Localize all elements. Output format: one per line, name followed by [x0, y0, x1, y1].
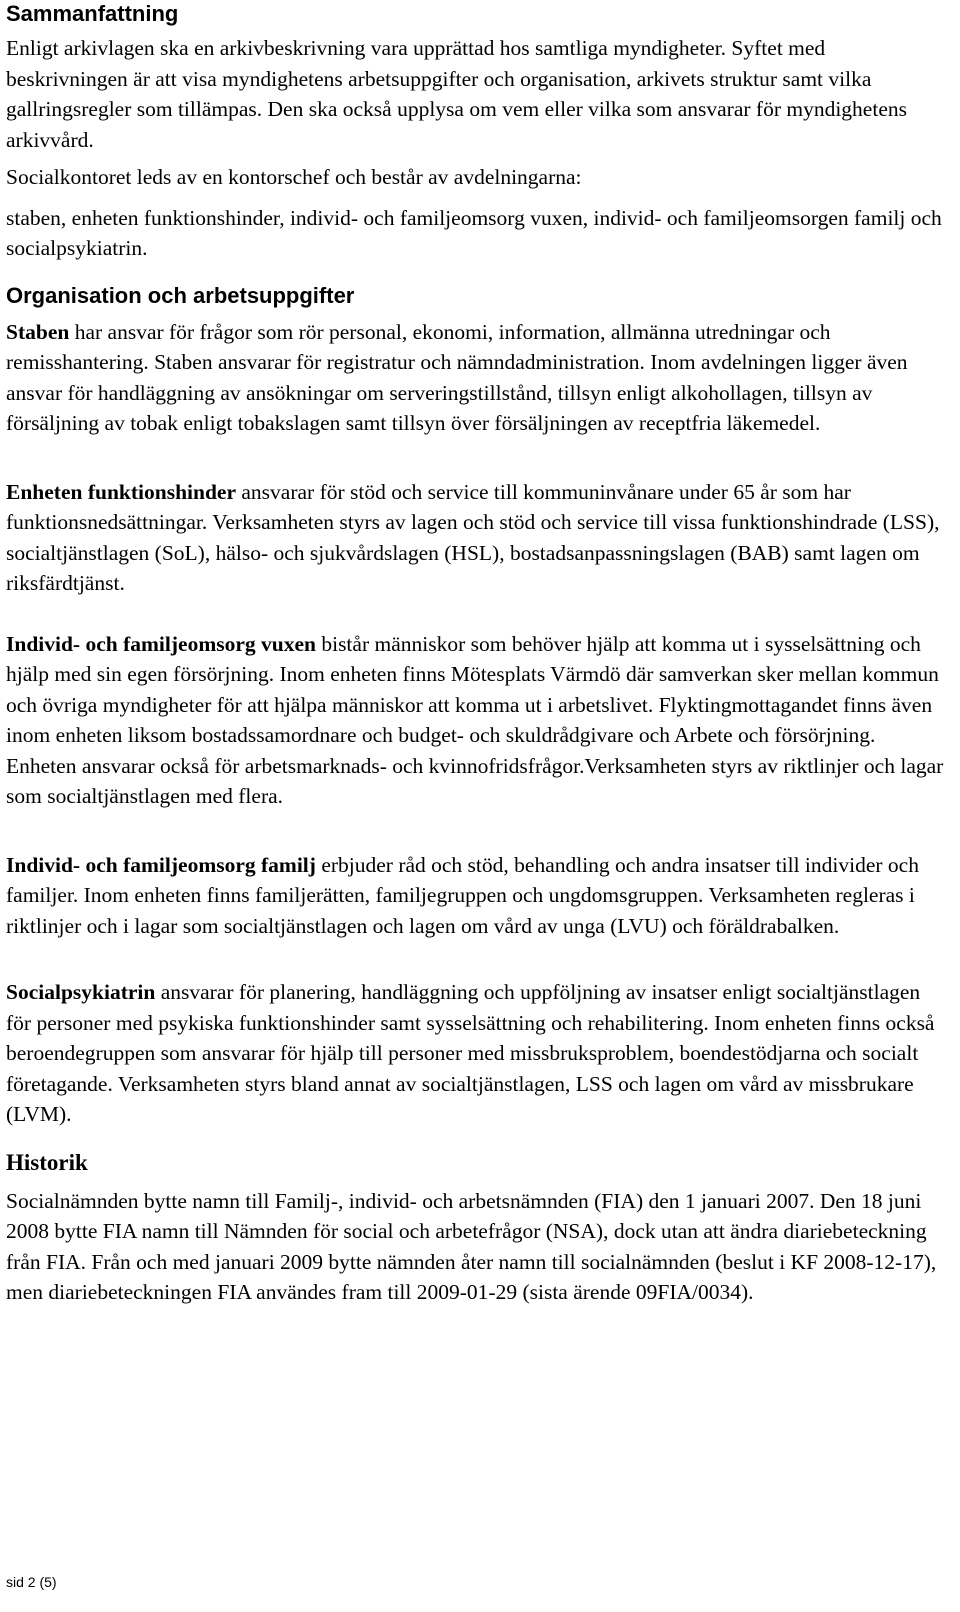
historik-paragraph: Socialnämnden bytte namn till Familj-, individ- och arbetsnämnden (FIA) den 1 januari 2007. Den 18 juni 2008 bytte FIA namn till Nämnden för social och arbetefrågor (NSA), dock utan att ändra diariebeteckning från FIA. Från och med januari 2009 bytte nämnden åter namn till socialnämnden (beslut i KF 2008-12-17), men diariebeteckningen FIA användes fram till 2009-01-29 (sista ärende 09FIA/0034). — [6, 1188, 937, 1304]
staben-paragraph — [6, 317, 946, 439]
ifo-familj-paragraph — [6, 850, 946, 942]
heading-historik: Historik — [6, 1149, 88, 1175]
summary-departments-list: staben, enheten funktionshinder, individ- och familjeomsorg vuxen, individ- och familjeomsorgen familj och socialpsykiatrin. — [6, 205, 942, 260]
summary-offices-intro: Socialkontoret leds av en kontorschef och består av avdelningarna: — [6, 165, 582, 189]
heading-organisation: Organisation och arbetsuppgifter — [6, 282, 355, 308]
socialpsykiatrin-text: ansvarar för planering, handläggning och uppföljning av insatser enligt socialtjänstlagen för personer med psykiska funktionshinder samt sysselsättning och rehabilitering. Inom enheten finns också beroendegruppen som ansvarar för hjälp till personer med missbruksproblem, boendestödjarna och socialt företagande. Verksamheten styrs bland annat av socialtjänstlagen, LSS och lagen om vård av missbrukare (LVM). — [6, 980, 935, 1126]
socialpsykiatrin-paragraph — [6, 977, 946, 1130]
ifo-vuxen-paragraph — [6, 629, 946, 812]
summary-paragraph: Enligt arkivlagen ska en arkivbeskrivning vara upprättad hos samtliga myndigheter. Syftet med beskrivningen är att visa myndighetens arbetsuppgifter och organisation, arkivets struktur samt vilka gallringsregler som tillämpas. Den ska också upplysa om vem eller vilka som ansvarar för myndighetens arkivvård. — [6, 36, 907, 152]
staben-text: har ansvar för frågor som rör personal, ekonomi, information, allmänna utredningar och remisshantering. Staben ansvarar för registratur och nämndadministration. Inom avdelningen ligger även ansvar för handläggning av ansökningar om serveringstillstånd, tillsyn enligt alkohollagen, tillsyn av försäljning av tobak enligt tobakslagen samt tillsyn över försäljningen av receptfria läkemedel. — [6, 319, 908, 435]
funktionshinder-paragraph — [6, 477, 946, 599]
page-number: sid 2 (5) — [6, 1574, 57, 1590]
funktionshinder-text: ansvarar för stöd och service till kommuninvånare under 65 år som har funktionsnedsättningar. Verksamheten styrs av lagen och stöd och service till vissa funktionshindrade (LSS), socialtjänstlagen (SoL), hälso- och sjukvårdslagen (HSL), bostadsanpassningslagen (BAB) samt lagen om riksfärdtjänst. — [6, 479, 940, 595]
heading-sammanfattning: Sammanfattning — [6, 1, 179, 26]
document-page — [6, 0, 946, 1308]
ifo-familj-term: Individ- och familjeomsorg familj — [6, 852, 316, 877]
ifo-familj-text: erbjuder råd och stöd, behandling och andra insatser till individer och familjer. Inom enheten finns familjerätten, familjegruppen och ungdomsgruppen. Verksamheten regleras i riktlinjer och i lagar som socialtjänstlagen och lagen om vård av unga (LVU) och föräldrabalken. — [6, 852, 919, 938]
funktionshinder-term: Enheten funktionshinder — [6, 479, 237, 504]
ifo-vuxen-text: bistår människor som behöver hjälp att komma ut i sysselsättning och hjälp med sin egen försörjning. Inom enheten finns Mötesplats Värmdö där samverkan sker mellan kommun och övriga myndigheter för att hjälpa människor att komma ut i arbetslivet. Flyktingmottagandet finns även inom enheten liksom bostadssamordnare och budget- och skuldrådgivare och Arbete och försörjning. Enheten ansvarar också för arbetsmarknads- och kvinnofridsfrågor.Verksamheten styrs av riktlinjer och lagar som socialtjänstlagen med flera. — [6, 631, 944, 808]
socialpsykiatrin-term: Socialpsykiatrin — [6, 980, 156, 1004]
staben-term: Staben — [6, 319, 70, 344]
ifo-vuxen-term: Individ- och familjeomsorg vuxen — [6, 631, 316, 656]
